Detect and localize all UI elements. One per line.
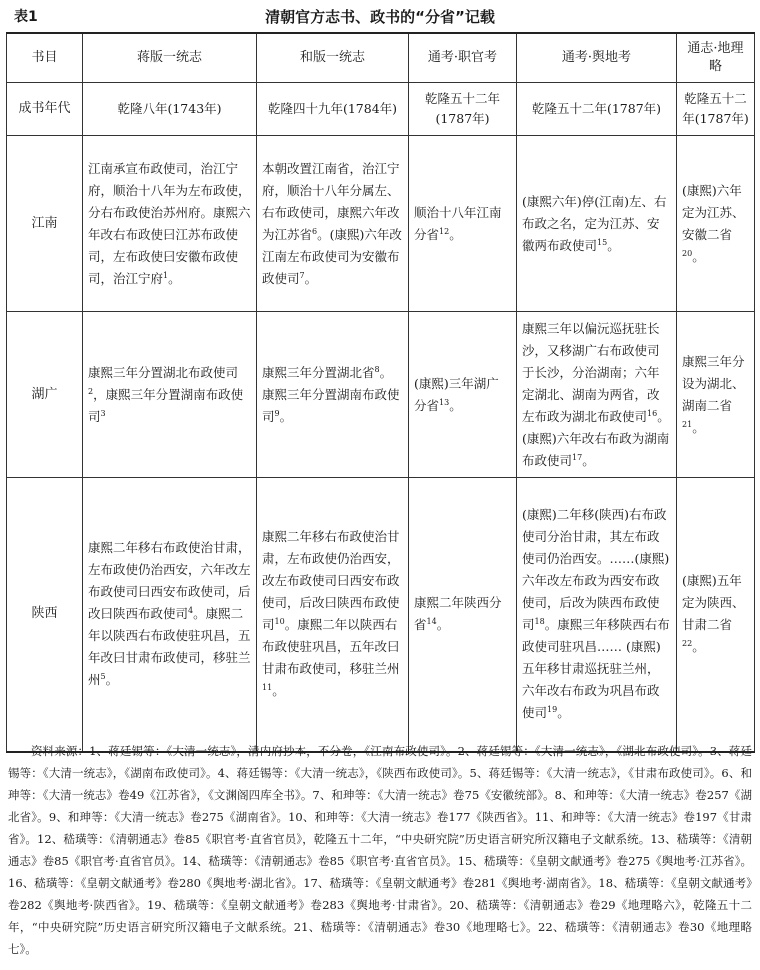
year-row: [7, 83, 755, 136]
header-cell: 书目: [7, 33, 83, 83]
year-cell: 乾隆八年(1743年): [83, 83, 257, 136]
footnote-ref: 3: [100, 408, 106, 418]
year-cell: 乾隆五十二年(1787年): [517, 83, 677, 136]
table-row: [7, 136, 755, 312]
footnote-ref: 8: [374, 364, 380, 374]
footnote-ref: 13: [439, 397, 450, 407]
table-cell: 本朝改置江南省，治江宁府，顺治十八年分属左、右布政使司，康熙六年改为江苏省$^6$。(康熙)六年改江南左布政使司为安徽布政使司$^7$。: [257, 136, 409, 312]
provinces-table: [6, 32, 755, 753]
footnote-ref: 17: [572, 452, 583, 462]
footnote-ref: 9: [274, 408, 280, 418]
table-cell: 康熙三年分置湖北省$^8$。康熙三年分置湖南布政使司$^9$。: [257, 312, 409, 478]
footnote-ref: 16: [647, 408, 658, 418]
table-cell: 江南承宣布政使司，治江宁府，顺治十八年为左布政使，分右布政使治苏州府。康熙六年改右布政使曰江苏布政使司，左布政使曰安徽布政使司，治江宁府$^1$。: [83, 136, 257, 312]
footnote-ref: 10: [274, 617, 285, 627]
footnote-ref: 6: [312, 226, 318, 236]
footnote-ref: 5: [100, 672, 106, 682]
footnote-ref: 21: [682, 419, 693, 429]
header-cell: 通考·职官考: [409, 33, 517, 83]
table-cell: (康熙)五年定为陕西、甘肃二省$^{22}$。: [677, 478, 755, 752]
footnote-ref: 20: [682, 248, 693, 258]
header-cell: 通志·地理略: [677, 33, 755, 83]
table-label: 表1: [14, 9, 38, 25]
table-cell: 康熙三年分设为湖北、湖南二省$^{21}$。: [677, 312, 755, 478]
table-cell: (康熙六年)停(江南)左、右布政之名，定为江苏、安徽两布政使司$^{15}$。: [517, 136, 677, 312]
table-cell: 康熙二年移右布政使治甘肃，左布政使仍治西安，改左布政使司曰西安布政使司，后改曰陕西布政使司$^{10}$。康熙二年以陕西右布政使驻巩昌，五年改曰甘肃布政使司，移驻兰州$^{11}$。: [257, 478, 409, 752]
table-cell: 康熙三年以偏沅巡抚驻长沙，又移湖广右布政使司于长沙，分治湖南；六年定湖北、湖南为两省，改左布政为湖北布政使司$^{16}$。(康熙)六年改右布政为湖南布政使司$^{17}$。: [517, 312, 677, 478]
footnote-ref: 18: [534, 617, 545, 627]
table-cell: 康熙二年陕西分省$^{14}$。: [409, 478, 517, 752]
table-caption: [6, 6, 754, 28]
header-cell: 和版一统志: [257, 33, 409, 83]
table-cell: 康熙三年分置湖北布政使司$^2$，康熙三年分置湖南布政使司$^3$: [83, 312, 257, 478]
footnote-ref: 19: [547, 705, 558, 715]
table-title: 清朝官方志书、政书的“分省”记载: [265, 8, 495, 26]
header-row: [7, 33, 755, 83]
header-cell: 通考·舆地考: [517, 33, 677, 83]
table-cell: (康熙)三年湖广分省$^{13}$。: [409, 312, 517, 478]
province-name: 陕西: [7, 478, 83, 752]
table-row: [7, 312, 755, 478]
year-cell: 乾隆五十二年(1787年): [677, 83, 755, 136]
footnote-ref: 7: [299, 270, 305, 280]
province-name: 江南: [7, 136, 83, 312]
year-cell: 乾隆五十二年(1787年): [409, 83, 517, 136]
footnote-ref: 4: [188, 606, 194, 616]
footnote-ref: 22: [682, 639, 693, 649]
table-cell: 康熙二年移右布政使治甘肃，左布政使仍治西安，六年改左布政使司曰西安布政使司，后改曰陕西布政使司$^4$。康熙二年以陕西右布政使驻巩昌，五年改曰甘肃布政使司，移驻兰州$^5$。: [83, 478, 257, 752]
table-row: [7, 478, 755, 752]
footnote-ref: 1: [163, 270, 169, 280]
sources-note: 资料来源：1、蒋廷锡等：《大清一统志》，清内府抄本，不分卷，《江南布政使司》。2、蒋廷锡等：《大清一统志》，《湖北布政使司》。3、蒋廷锡等：《大清一统志》，《湖南布政使司》。4、蒋廷锡等：《大清一统志》，《陕西布政使司》。5、蒋廷锡等：《大清一统志》，《甘肃布政使司》。6、和珅等：《大清一统志》卷49《江苏省》，《文渊阁四库全书》。7、和珅等：《大清一统志》卷75《安徽统部》。8、和珅等：《大清一统志》卷257《湖北省》。9、和珅等：《大清一统志》卷275《湖南省》。10、和珅等：《大清一统志》卷177《陕西省》。11、和珅等：《大清一统志》卷197《甘肃省》。12、嵇璜等：《清朝通志》卷85《职官考·直省官员》，乾隆五十二年，“中央研究院”历史语言研究所汉籍电子文献系统。13、嵇璜等：《清朝通志》卷85《职官考·直省官员》。14、嵇璜等：《清朝通志》卷85《职官考·直省官员》。15、嵇璜等：《皇朝文献通考》卷275《舆地考·江苏省》。16、嵇璜等：《皇朝文献通考》卷280《舆地考·湖北省》。17、嵇璜等：《皇朝文献通考》卷281《舆地考·湖南省》。18、嵇璜等：《皇朝文献通考》卷282《舆地考·陕西省》。19、嵇璜等：《皇朝文献通考》卷283《舆地考·甘肃省》。20、嵇璜等：《清朝通志》卷29《地理略六》，乾隆五十二年，“中央研究院”历史语言研究所汉籍电子文献系统。21、嵇璜等：《清朝通志》卷30《地理略七》。22、嵇璜等：《清朝通志》卷30《地理略七》。: [8, 744, 752, 956]
footnote-ref: 11: [262, 683, 273, 693]
year-cell: 乾隆四十九年(1784年): [257, 83, 409, 136]
footnote-ref: 15: [597, 237, 608, 247]
footnote-ref: 2: [88, 386, 94, 396]
table-cell: 顺治十八年江南分省$^{12}$。: [409, 136, 517, 312]
table-cell: (康熙)六年定为江苏、安徽二省$^{20}$。: [677, 136, 755, 312]
row-label: 成书年代: [7, 83, 83, 136]
footnote-ref: 12: [439, 226, 450, 236]
header-cell: 蒋版一统志: [83, 33, 257, 83]
province-name: 湖广: [7, 312, 83, 478]
footnote-ref: 14: [426, 617, 437, 627]
table-cell: (康熙)二年移(陕西)右布政使司分治甘肃，其左布政使司仍治西安。……(康熙)六年改左布政为西安布政使司，后改为陕西布政使司$^{18}$。康熙三年移陕西右布政使司驻巩昌…… (康熙)五年移甘肃巡抚驻兰州，六年改右布政为巩昌布政使司$^{19}$。: [517, 478, 677, 752]
